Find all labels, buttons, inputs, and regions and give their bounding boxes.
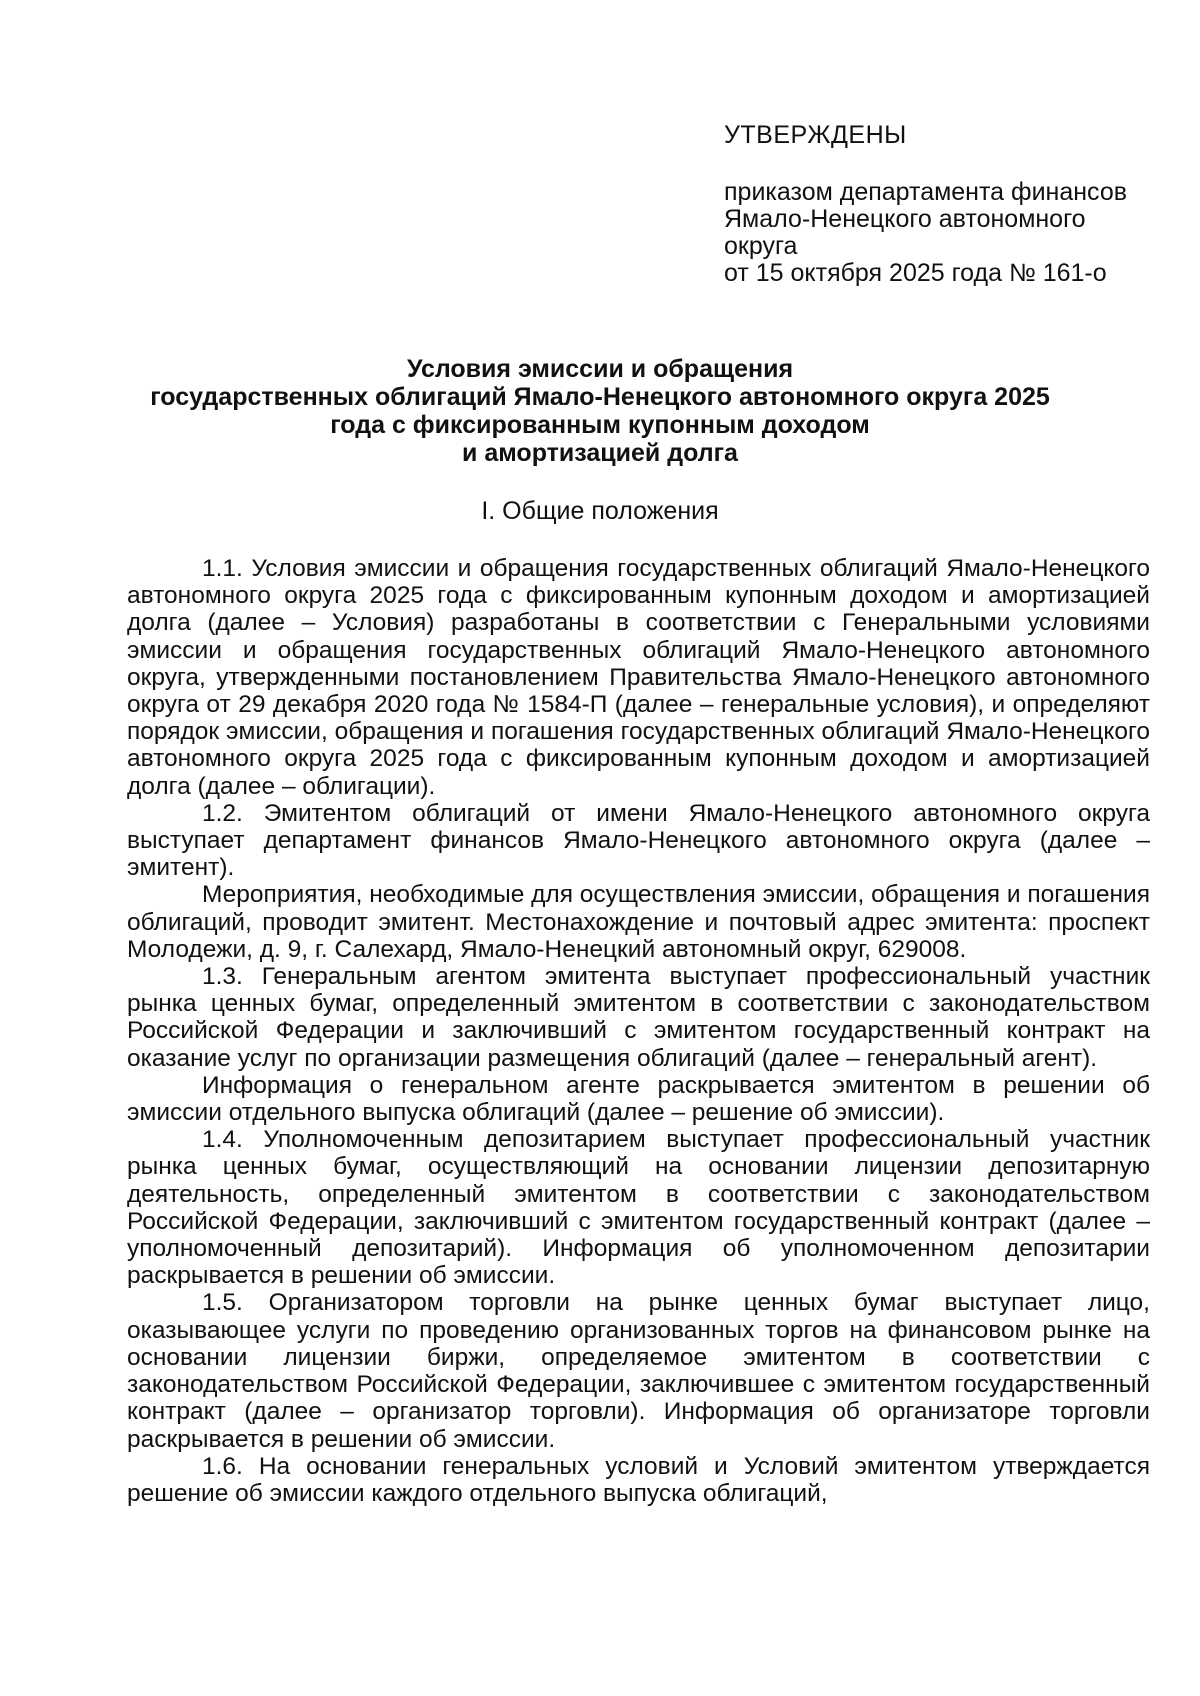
paragraph-1-3: 1.3. Генеральным агентом эмитента выступает профессиональный участник рынка ценных бумаг, определенный эмитентом в соответствии с законодательством Российской Федерации и заключивший с эмитентом государственный контракт на оказание услуг по организации размещения облигаций (далее – генеральный агент). xyxy=(127,963,1150,1072)
approval-title: УТВЕРЖДЕНЫ xyxy=(724,121,907,149)
document-title xyxy=(140,355,1060,467)
paragraph-1-3-info: Информация о генеральном агенте раскрывается эмитентом в решении об эмиссии отдельного выпуска облигаций (далее – решение об эмиссии). xyxy=(127,1071,1150,1127)
paragraph-1-1: 1.1. Условия эмиссии и обращения государственных облигаций Ямало-Ненецкого автономного округа 2025 года с фиксированным купонным доходом и амортизацией долга (далее – Условия) разработаны в соответствии с Генеральными условиями эмиссии и обращения государственных облигаций Ямало-Ненецкого автономного округа, утвержденными постановлением Правительства Ямало-Ненецкого автономного округа от 29 декабря 2020 года № 1584-П (далее – генеральные условия), и определяют порядок эмиссии, обращения и погашения государственных облигаций Ямало-Ненецкого автономного округа 2025 года с фиксированным купонным доходом и амортизацией долга (далее – облигации). xyxy=(127,555,1150,800)
paragraph-1-2: 1.2. Эмитентом облигаций от имени Ямало-Ненецкого автономного округа выступает департамент финансов Ямало-Ненецкого автономного округа (далее – эмитент). xyxy=(127,799,1150,882)
paragraph-1-4: 1.4. Уполномоченным депозитарием выступает профессиональный участник рынка ценных бумаг, осуществляющий на основании лицензии депозитарную деятельность, определенный эмитентом в соответствии с законодательством Российской Федерации, заключивший с эмитентом государственный контракт (далее – уполномоченный депозитарий). Информация об уполномоченном депозитарии раскрывается в решении об эмиссии. xyxy=(127,1126,1150,1290)
document-title-line: государственных облигаций Ямало-Ненецкого автономного округа 2025 xyxy=(150,383,1050,411)
document-title-line: Условия эмиссии и обращения xyxy=(406,355,794,383)
paragraph-1-5: 1.5. Организатором торговли на рынке ценных бумаг выступает лицо, оказывающее услуги по проведению организованных торгов на финансовом рынке на основании лицензии биржи, определяемое эмитентом в соответствии с законодательством Российской Федерации, заключившее с эмитентом государственный контракт (далее – организатор торговли). Информация об организаторе торговли раскрывается в решении об эмиссии. xyxy=(127,1289,1150,1453)
document-title-line: и амортизацией долга xyxy=(462,439,738,467)
document-body xyxy=(127,555,1150,1507)
approval-date-line: от 15 октября 2025 года № 161-о xyxy=(724,259,1107,287)
approval-line: приказом департамента финансов xyxy=(724,178,1128,206)
paragraph-1-6: 1.6. На основании генеральных условий и Условий эмитентом утверждается решение об эмиссии каждого отдельного выпуска облигаций, xyxy=(127,1452,1150,1507)
paragraph-1-2-activities: Мероприятия, необходимые для осуществления эмиссии, обращения и погашения облигаций, проводит эмитент. Местонахождение и почтовый адрес эмитента: проспект Молодежи, д. 9, г. Салехард, Ямало-Ненецкий автономный округ, 629008. xyxy=(127,881,1150,963)
document-title-line: года с фиксированным купонным доходом xyxy=(330,411,870,439)
approval-line: округа xyxy=(724,232,798,260)
approval-block xyxy=(724,122,1164,287)
section-heading: I. Общие положения xyxy=(481,497,719,525)
approval-line: Ямало-Ненецкого автономного xyxy=(724,205,1086,233)
